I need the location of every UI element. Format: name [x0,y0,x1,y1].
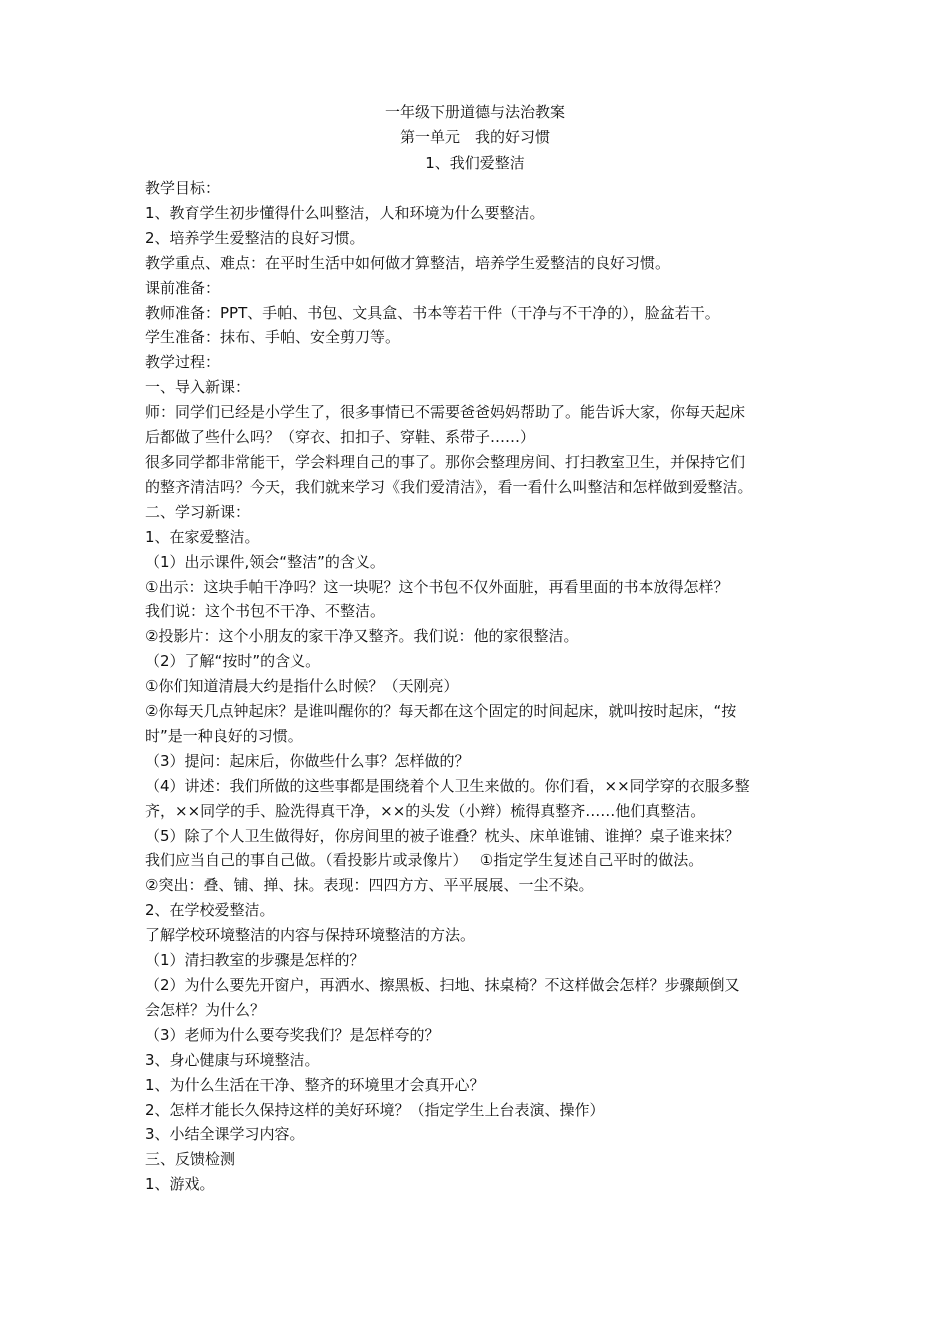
document-title: 一年级下册道德与法治教案 [384,103,565,121]
text-line: （4）讲述：我们所做的这些事都是围绕着个人卫生来做的。你们看，××同学穿的衣服多整 [145,776,750,795]
text-line: 学生准备：抹布、手帕、安全剪刀等。 [145,328,401,347]
text-line: （2）了解“按时”的含义。 [145,652,321,671]
text-line: 二、学习新课： [145,502,251,521]
text-line: 会怎样？为什么？ [145,1000,266,1019]
text-line: ②突出：叠、铺、掸、抹。表现：四四方方、平平展展、一尘不染。 [145,876,594,895]
text-line: 3、小结全课学习内容。 [145,1125,305,1144]
text-line: 1、在家爱整洁。 [145,527,260,546]
text-line: 我们应当自己的事自己做。（看投影片或录像片） ①指定学生复述自己平时的做法。 [145,851,704,870]
text-line: 2、培养学生爱整洁的良好习惯。 [145,228,365,247]
text-line: 1、游戏。 [145,1175,215,1194]
text-line: 1、教育学生初步懂得什么叫整洁，人和环境为什么要整洁。 [145,203,545,222]
text-line: 2、在学校爱整洁。 [145,901,275,920]
text-line: 3、身心健康与环境整洁。 [145,1050,320,1069]
lesson-title: 1、我们爱整洁 [425,153,525,172]
text-line: 三、反馈检测 [145,1150,236,1169]
text-line: 我们说：这个书包不干净、不整洁。 [145,602,386,621]
text-line: 1、为什么生活在干净、整齐的环境里才会真开心？ [145,1075,485,1094]
text-line: （3）提问：起床后，你做些什么事？怎样做的？ [145,751,470,770]
text-line: 一、导入新课： [145,378,251,397]
text-line: （2）为什么要先开窗户，再洒水、擦黑板、扫地、抹桌椅？不这样做会怎样？步骤颠倒又 [145,976,740,994]
text-line: （1）清扫教室的步骤是怎样的？ [145,951,365,970]
text-line: ①出示：这块手帕干净吗？这一块呢？这个书包不仅外面脏，再看里面的书本放得怎样？ [145,577,729,596]
text-line: 的整齐清洁吗？今天，我们就来学习《我们爱清洁》，看一看什么叫整洁和怎样做到爱整洁。 [145,477,753,496]
document-body [145,176,821,1197]
text-line: ②你每天几点钟起床？是谁叫醒你的？每天都在这个固定的时间起床，就叫按时起床，“按 [145,702,737,721]
text-line: 师：同学们已经是小学生了，很多事情已不需要爸爸妈妈帮助了。能告诉大家，你每天起床 [145,403,746,422]
text-line: 2、怎样才能长久保持这样的美好环境？（指定学生上台表演、操作） [145,1100,605,1119]
text-line: 后都做了些什么吗？（穿衣、扣扣子、穿鞋、系带子……） [145,428,536,447]
text-line: 教学过程： [145,353,221,372]
text-line: （1）出示课件,领会“整洁”的含义。 [145,552,385,571]
text-line: ①你们知道清晨大约是指什么时候？（天刚亮） [145,677,459,696]
text-line: （5）除了个人卫生做得好，你房间里的被子谁叠？枕头、床单谁铺、谁掸？桌子谁来抹？ [145,826,740,845]
text-line: 时”是一种良好的习惯。 [145,726,303,745]
text-line: 教学目标： [145,179,221,197]
text-line: 齐，××同学的手、脸洗得真干净，××的头发（小辫）梳得真整齐……他们真整洁。 [145,801,706,820]
text-line: 教师准备：PPT、手帕、书包、文具盒、书本等若干件（干净与不干净的），脸盆若干。 [145,303,720,322]
text-line: 了解学校环境整洁的内容与保持环境整洁的方法。 [145,926,476,945]
unit-title: 第一单元 我的好习惯 [399,128,550,147]
text-line: 很多同学都非常能干，学会料理自己的事了。那你会整理房间、打扫教室卫生，并保持它们 [145,452,746,471]
text-line: （3）老师为什么要夸奖我们？是怎样夸的？ [145,1025,440,1044]
document-title-block [0,100,950,176]
text-line: 课前准备： [145,278,221,297]
text-line: ②投影片：这个小朋友的家干净又整齐。我们说：他的家很整洁。 [145,627,579,646]
text-line: 教学重点、难点：在平时生活中如何做才算整洁，培养学生爱整洁的良好习惯。 [145,253,671,272]
